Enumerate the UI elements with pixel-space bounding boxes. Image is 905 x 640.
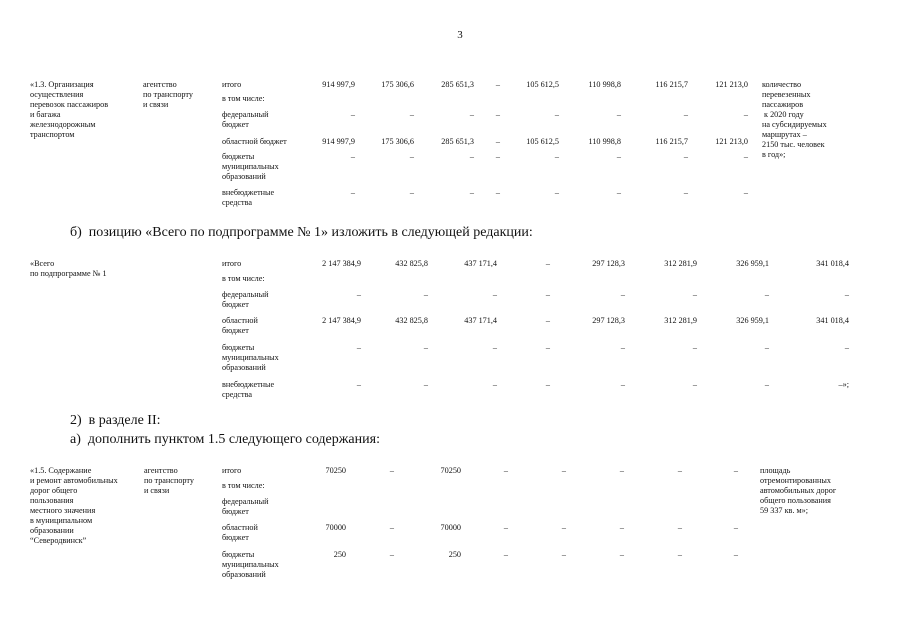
expected-result-line: отремонтированных	[760, 476, 831, 485]
funding-source-label: бюджеты	[222, 550, 255, 559]
agency-line: агентство	[143, 80, 177, 89]
funding-source-label: муниципальных	[222, 560, 279, 569]
funding-source-label: федеральный	[222, 290, 269, 299]
expected-result-line: маршрутах –	[762, 130, 807, 139]
amount-cell: –	[677, 523, 682, 532]
funding-source-label: внебюджетные	[222, 188, 275, 197]
amount-cell: –	[692, 380, 697, 389]
amount-cell: –	[554, 110, 559, 119]
item-title-line: и ремонт автомобильных	[30, 476, 118, 485]
amount-cell: 116 215,7	[655, 137, 688, 146]
amount-cell: –	[619, 550, 624, 559]
amount-cell: –	[389, 466, 394, 475]
funding-source-label: итого	[222, 80, 242, 89]
item-title-line: «1.5. Содержание	[30, 466, 92, 475]
item-title-line: и багажа	[30, 110, 61, 119]
amount-cell: –	[545, 316, 550, 325]
funding-source-label: бюджеты	[222, 152, 255, 161]
funding-source-label: образований	[222, 570, 266, 579]
amount-cell: –	[677, 466, 682, 475]
funding-source-label: в том числе:	[222, 481, 265, 490]
amount-cell: –	[733, 550, 738, 559]
amount-cell: 175 306,6	[381, 80, 414, 89]
amount-cell: –	[469, 188, 474, 197]
amount-cell: 116 215,7	[655, 80, 688, 89]
amount-cell: –	[743, 188, 748, 197]
amount-cell: –	[503, 466, 508, 475]
item-title-line: пользования	[30, 496, 74, 505]
amount-cell: –	[545, 290, 550, 299]
amount-cell: –	[423, 290, 428, 299]
expected-result-line: общего пользования	[760, 496, 831, 505]
amount-cell: 250	[333, 550, 346, 559]
amount-cell: 110 998,8	[588, 80, 621, 89]
page-number: 3	[457, 29, 463, 41]
amount-cell: –	[616, 152, 621, 161]
amount-cell: 70000	[325, 523, 346, 532]
funding-source-label: итого	[222, 259, 242, 268]
amount-cell: 326 959,1	[736, 316, 769, 325]
amount-cell: –	[492, 380, 497, 389]
amount-cell: 312 281,9	[664, 316, 697, 325]
expected-result-line: количество	[762, 80, 802, 89]
amount-cell: –	[743, 110, 748, 119]
amount-cell: –	[545, 343, 550, 352]
amount-cell: –	[409, 188, 414, 197]
item-title-line: осуществления	[30, 90, 84, 99]
amount-cell: 341 018,4	[816, 259, 849, 268]
amount-cell: –	[683, 110, 688, 119]
agency-line: и связи	[143, 100, 169, 109]
amount-cell: –	[561, 466, 566, 475]
item-title-line: железнодорожным	[30, 120, 96, 129]
amount-cell: 312 281,9	[664, 259, 697, 268]
amount-cell: –	[495, 137, 500, 146]
expected-result-line: 2150 тыс. человек	[762, 140, 825, 149]
item-title-line: транспортом	[30, 130, 75, 139]
amount-cell: 70250	[325, 466, 346, 475]
amount-cell: –	[409, 152, 414, 161]
item-title-line: «Всего	[30, 259, 55, 268]
expected-result-line: площадь	[760, 466, 791, 475]
amount-cell: –	[619, 523, 624, 532]
amount-cell: –	[733, 523, 738, 532]
funding-source-label: средства	[222, 198, 253, 207]
funding-source-label: итого	[222, 466, 242, 475]
amount-cell: 175 306,6	[381, 137, 414, 146]
amount-cell: –	[423, 343, 428, 352]
amount-cell: 437 171,4	[464, 316, 497, 325]
amount-cell: 105 612,5	[526, 80, 559, 89]
amount-cell: –	[844, 343, 849, 352]
amount-cell: –	[554, 188, 559, 197]
funding-source-label: в том числе:	[222, 274, 265, 283]
amount-cell: –	[495, 188, 500, 197]
amount-cell: –	[733, 466, 738, 475]
amount-cell: 2 147 384,9	[322, 259, 361, 268]
amount-cell: 297 128,3	[592, 259, 625, 268]
amount-cell: –	[492, 343, 497, 352]
amount-cell: 121 213,0	[715, 80, 748, 89]
amount-cell: 341 018,4	[816, 316, 849, 325]
item-title-line: образовании	[30, 526, 74, 535]
agency-line: по транспорту	[144, 476, 194, 485]
amount-cell: –	[469, 152, 474, 161]
expected-result-line: 59 337 кв. м»;	[760, 506, 809, 515]
amount-cell: –	[469, 110, 474, 119]
amount-cell: 914 997,9	[322, 137, 355, 146]
amount-cell: –	[764, 290, 769, 299]
amount-cell: 121 213,0	[715, 137, 748, 146]
agency-line: по транспорту	[143, 90, 193, 99]
item-title-line: перевозок пассажиров	[30, 100, 109, 109]
amount-cell: –	[350, 152, 355, 161]
amount-cell: –	[561, 550, 566, 559]
amount-cell: –	[350, 110, 355, 119]
amount-cell: –	[503, 523, 508, 532]
funding-source-label: образований	[222, 363, 266, 372]
item-title-line: «1.3. Организация	[30, 80, 94, 89]
item-title-line: “Северодвинск”	[30, 536, 87, 545]
item-title-line: по подпрограмме № 1	[30, 269, 107, 278]
expected-result-line: к 2020 году	[762, 110, 804, 119]
expected-result-line: в год»;	[762, 150, 786, 159]
amount-cell: 110 998,8	[588, 137, 621, 146]
amount-cell: 70250	[440, 466, 461, 475]
amount-cell: –	[356, 380, 361, 389]
funding-source-label: федеральный	[222, 110, 269, 119]
amount-cell: –	[616, 110, 621, 119]
funding-source-label: муниципальных	[222, 353, 279, 362]
expected-result-line: на субсидируемых	[762, 120, 827, 129]
expected-result-line: перевезенных	[762, 90, 811, 99]
amount-cell: 250	[448, 550, 461, 559]
amount-cell: 432 825,8	[395, 259, 428, 268]
agency-line: агентство	[144, 466, 178, 475]
amount-cell: 914 997,9	[322, 80, 355, 89]
item-title-line: в муниципальном	[30, 516, 93, 525]
expected-result-line: пассажиров	[762, 100, 804, 109]
amount-cell: –	[620, 290, 625, 299]
funding-source-label: бюджет	[222, 120, 249, 129]
amount-cell: –»;	[838, 380, 849, 389]
funding-source-label: образований	[222, 172, 266, 181]
amount-cell: 437 171,4	[464, 259, 497, 268]
amount-cell: 105 612,5	[526, 137, 559, 146]
funding-source-label: бюджет	[222, 300, 249, 309]
item-title-line: местного значения	[30, 506, 96, 515]
amount-cell: –	[677, 550, 682, 559]
amount-cell: –	[356, 290, 361, 299]
amount-cell: –	[683, 188, 688, 197]
amount-cell: 70000	[440, 523, 461, 532]
funding-source-label: бюджет	[222, 326, 249, 335]
amount-cell: –	[389, 523, 394, 532]
amount-cell: –	[620, 380, 625, 389]
amount-cell: –	[545, 259, 550, 268]
expected-result-line: автомобильных дорог	[760, 486, 837, 495]
amount-cell: –	[356, 343, 361, 352]
amount-cell: 326 959,1	[736, 259, 769, 268]
agency-line: и связи	[144, 486, 170, 495]
section-heading-a: а) дополнить пунктом 1.5 следующего содержания:	[70, 432, 380, 447]
funding-source-label: федеральный	[222, 497, 269, 506]
amount-cell: –	[683, 152, 688, 161]
section-heading-2: 2) в разделе II:	[70, 413, 161, 428]
amount-cell: –	[764, 380, 769, 389]
funding-source-label: областной	[222, 523, 258, 532]
amount-cell: –	[350, 188, 355, 197]
funding-source-label: средства	[222, 390, 253, 399]
amount-cell: –	[616, 188, 621, 197]
amount-cell: 297 128,3	[592, 316, 625, 325]
amount-cell: –	[495, 152, 500, 161]
amount-cell: –	[619, 466, 624, 475]
amount-cell: –	[692, 290, 697, 299]
amount-cell: 285 651,3	[441, 80, 474, 89]
amount-cell: –	[389, 550, 394, 559]
funding-source-label: бюджеты	[222, 343, 255, 352]
amount-cell: 432 825,8	[395, 316, 428, 325]
amount-cell: 285 651,3	[441, 137, 474, 146]
amount-cell: –	[409, 110, 414, 119]
amount-cell: –	[844, 290, 849, 299]
funding-source-label: областной	[222, 316, 258, 325]
amount-cell: 2 147 384,9	[322, 316, 361, 325]
amount-cell: –	[554, 152, 559, 161]
amount-cell: –	[692, 343, 697, 352]
funding-source-label: областной бюджет	[222, 137, 287, 146]
funding-source-label: в том числе:	[222, 94, 265, 103]
amount-cell: –	[492, 290, 497, 299]
funding-source-label: бюджет	[222, 533, 249, 542]
funding-source-label: внебюджетные	[222, 380, 275, 389]
amount-cell: –	[764, 343, 769, 352]
amount-cell: –	[743, 152, 748, 161]
funding-source-label: бюджет	[222, 507, 249, 516]
amount-cell: –	[561, 523, 566, 532]
amount-cell: –	[423, 380, 428, 389]
amount-cell: –	[620, 343, 625, 352]
amount-cell: –	[545, 380, 550, 389]
amount-cell: –	[495, 80, 500, 89]
amount-cell: –	[503, 550, 508, 559]
item-title-line: дорог общего	[30, 486, 78, 495]
funding-source-label: муниципальных	[222, 162, 279, 171]
section-heading-b: б) позицию «Всего по подпрограмме № 1» изложить в следующей редакции:	[70, 225, 533, 240]
amount-cell: –	[495, 110, 500, 119]
